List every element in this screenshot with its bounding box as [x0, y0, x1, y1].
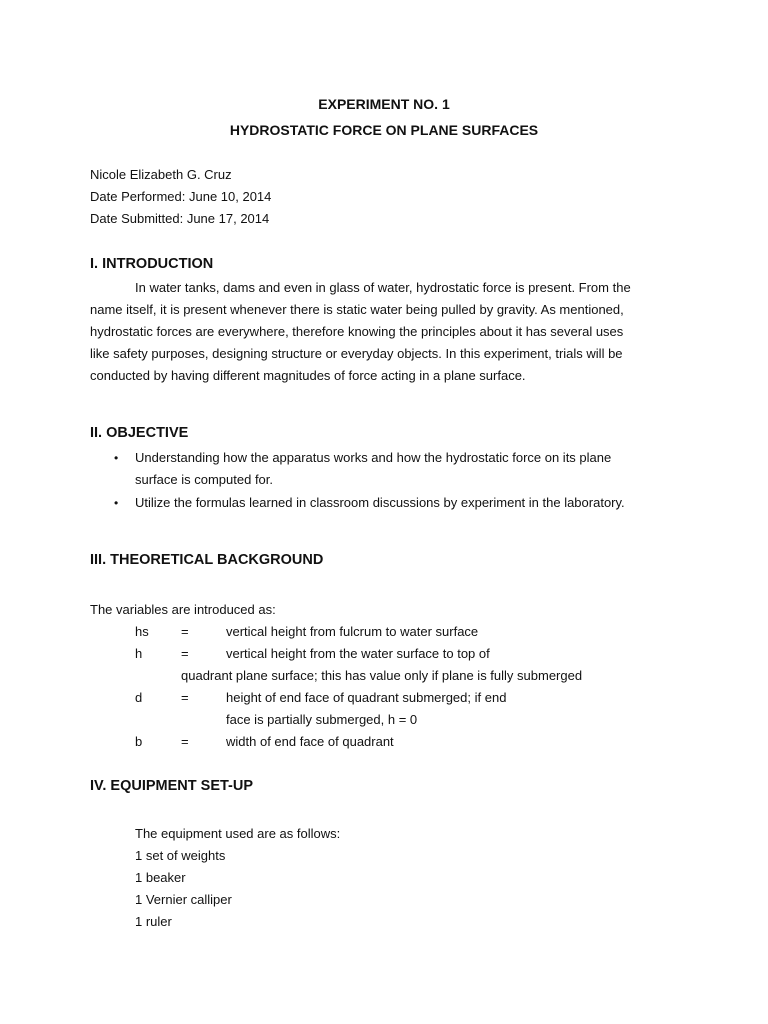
variable-symbol: d	[135, 690, 143, 705]
objective-item-continued: surface is computed for.	[135, 472, 274, 487]
variable-symbol: b	[135, 734, 143, 749]
theory-heading: III. THEORETICAL BACKGROUND	[90, 552, 324, 568]
equipment-item: 1 Vernier calliper	[135, 892, 232, 907]
objective-heading: II. OBJECTIVE	[90, 425, 189, 441]
variable-symbol: h	[135, 646, 143, 661]
introduction-line: name itself, it is present whenever there is static water being pulled by gravity. As mentioned,	[90, 302, 624, 317]
equipment-item: 1 beaker	[135, 870, 186, 885]
introduction-line: In water tanks, dams and even in glass of water, hydrostatic force is present. From the	[135, 280, 631, 295]
objective-item: Understanding how the apparatus works and how the hydrostatic force on its plane	[135, 450, 612, 465]
variable-equals: =	[181, 734, 189, 749]
author-name: Nicole Elizabeth G. Cruz	[90, 167, 232, 182]
introduction-line: conducted by having different magnitudes of force acting in a plane surface.	[90, 368, 526, 383]
introduction-heading: I. INTRODUCTION	[90, 256, 214, 272]
date-submitted: Date Submitted: June 17, 2014	[90, 211, 270, 226]
variable-equals: =	[181, 624, 189, 639]
introduction-line: hydrostatic forces are everywhere, therefore knowing the principles about it has several uses	[90, 324, 624, 339]
variable-description: vertical height from the water surface to top of	[226, 646, 490, 661]
variables-intro: The variables are introduced as:	[90, 602, 276, 617]
variable-description: vertical height from fulcrum to water surface	[226, 624, 479, 639]
equipment-item: 1 set of weights	[135, 848, 226, 863]
variable-description-continued: quadrant plane surface; this has value only if plane is fully submerged	[181, 668, 583, 683]
date-performed: Date Performed: June 10, 2014	[90, 189, 272, 204]
variable-equals: =	[181, 690, 189, 705]
variable-description-continued: face is partially submerged, h = 0	[226, 712, 418, 727]
equipment-item: 1 ruler	[135, 914, 172, 929]
bullet-icon: •	[114, 496, 119, 510]
bullet-icon: •	[114, 451, 119, 465]
variable-description: height of end face of quadrant submerged; if end	[226, 690, 507, 705]
objective-item: Utilize the formulas learned in classroom discussions by experiment in the laboratory.	[135, 495, 625, 510]
document-title: HYDROSTATIC FORCE ON PLANE SURFACES	[229, 122, 539, 138]
variable-equals: =	[181, 646, 189, 661]
introduction-line: like safety purposes, designing structure or everyday objects. In this experiment, trials will be	[90, 346, 623, 361]
variable-symbol: hs	[135, 624, 149, 639]
equipment-intro: The equipment used are as follows:	[135, 826, 341, 841]
experiment-number: EXPERIMENT NO. 1	[318, 96, 450, 112]
equipment-heading: IV. EQUIPMENT SET-UP	[90, 778, 254, 794]
variable-description: width of end face of quadrant	[226, 734, 394, 749]
